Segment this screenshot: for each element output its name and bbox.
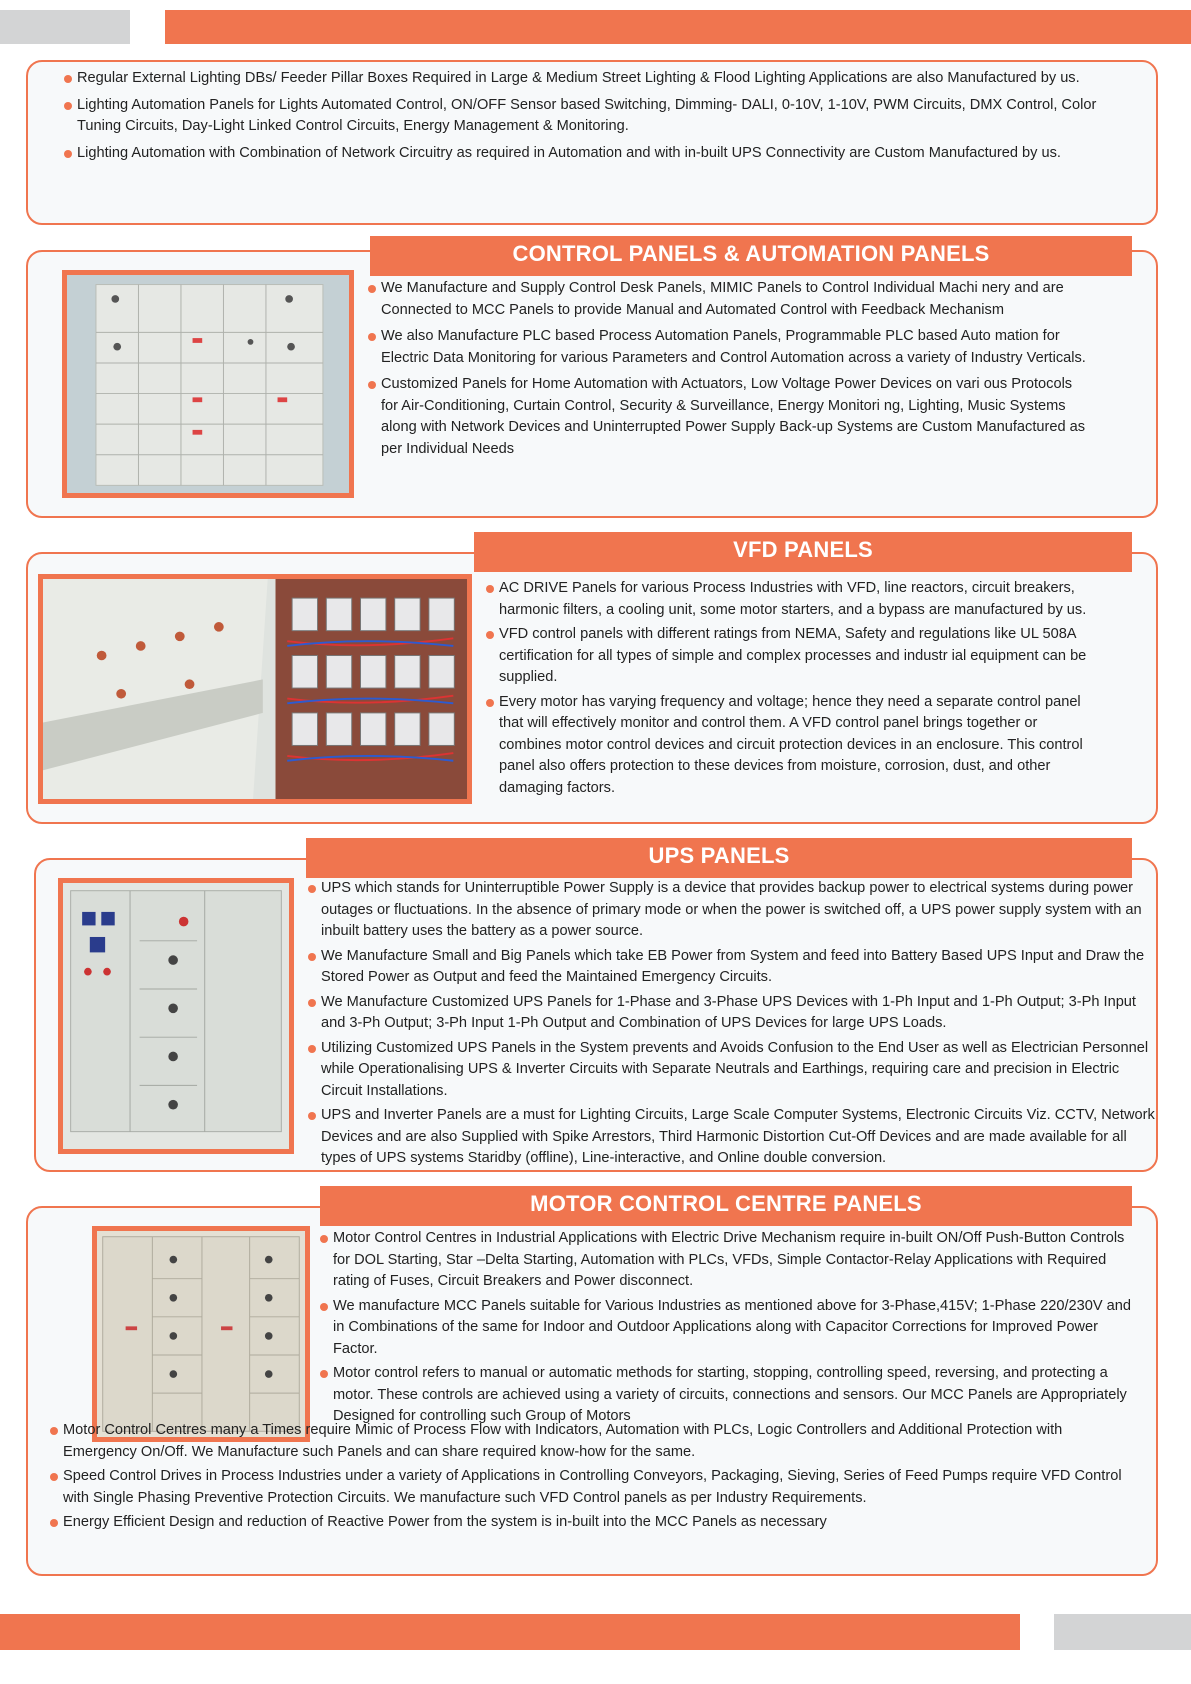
control-bullet-list bbox=[368, 278, 1088, 465]
intro-bullet: Lighting Automation Panels for Lights Automated Control, ON/OFF Sensor based Switching, Dimming- DALI, 0-10V, 1-10V, PWM Circuits, DMX Control, Color Tuning Circuits, Day-Light Linked Control Circuits, Energy Management & Monitoring. bbox=[64, 95, 1134, 138]
control-panel-illustration bbox=[67, 275, 349, 493]
mcc-full-bullet-list bbox=[50, 1420, 1140, 1537]
ups-bullet: We Manufacture Small and Big Panels which take EB Power from System and feed into Battery Based UPS Input and Draw the Stored Power as Output and feed the Maintained Emergency Circuits. bbox=[308, 946, 1156, 989]
mcc-section-title: MOTOR CONTROL CENTRE PANELS bbox=[320, 1186, 1132, 1226]
intro-bullet: Lighting Automation with Combination of Network Circuitry as required in Automation and with in-built UPS Connectivity are Custom Manufactured by us. bbox=[64, 143, 1134, 165]
vfd-panel-photo bbox=[38, 574, 472, 804]
mcc-bullet: We manufacture MCC Panels suitable for Various Industries as mentioned above for 3-Phase,415V; 1-Phase 220/230V and in Combinations of the same for Indoor and Outdoor Applications along with Capacitor Corrections for Improved Power Factor. bbox=[320, 1296, 1140, 1361]
mcc-bullet-list bbox=[320, 1228, 1140, 1431]
ups-panel-photo bbox=[58, 878, 294, 1154]
control-bullet: Customized Panels for Home Automation with Actuators, Low Voltage Power Devices on vari ous Protocols for Air-Conditioning, Curtain Control, Security & Surveillance, Energy Monitori ng, Lighting, Music Systems along with Network Devices and Uninterrupted Power Supply Back-up Systems are Custom Manufactured as per Individual Needs bbox=[368, 374, 1088, 460]
mcc-panel-photo bbox=[92, 1226, 310, 1442]
mcc-full-bullet: Energy Efficient Design and reduction of Reactive Power from the system is in-built into the MCC Panels as necessary bbox=[50, 1512, 1140, 1534]
control-section-title: CONTROL PANELS & AUTOMATION PANELS bbox=[370, 236, 1132, 276]
ups-bullet: We Manufacture Customized UPS Panels for 1-Phase and 3-Phase UPS Devices with 1-Ph Input and 1-Ph Output; 3-Ph Input and 3-Ph Output; 3-Ph Input 1-Ph Output and Combination of UPS Devices for large UPS Loads. bbox=[308, 992, 1156, 1035]
mcc-panel-illustration bbox=[97, 1231, 305, 1437]
control-bullet: We Manufacture and Supply Control Desk Panels, MIMIC Panels to Control Individual Machi nery and are Connected to MCC Panels to provide Manual and Automated Control with Feedback Mechanism bbox=[368, 278, 1088, 321]
mcc-full-bullet: Motor Control Centres many a Times require Mimic of Process Flow with Indicators, Automation with PLCs, Logic Controllers and Additional Protection with Emergency On/Off. We Manufacture such Panels and can share required know-how for the same. bbox=[50, 1420, 1140, 1463]
ups-panel-illustration bbox=[63, 883, 289, 1149]
bottom-gray-band bbox=[1054, 1614, 1191, 1650]
top-gray-band bbox=[0, 10, 130, 44]
vfd-bullet-list bbox=[486, 578, 1096, 802]
intro-bullet-list bbox=[64, 68, 1134, 169]
ups-bullet: UPS which stands for Uninterruptible Power Supply is a device that provides backup power to electrical systems during power outages or fluctuations. In the absence of primary mode or when the power is switched off, a UPS power supply system with an inbuilt battery uses the battery as a power source. bbox=[308, 878, 1156, 943]
control-panel-photo bbox=[62, 270, 354, 498]
vfd-panel-illustration bbox=[43, 579, 467, 799]
ups-section-title: UPS PANELS bbox=[306, 838, 1132, 878]
bottom-orange-band bbox=[0, 1614, 1020, 1650]
top-orange-band bbox=[165, 10, 1191, 44]
mcc-bullet: Motor Control Centres in Industrial Applications with Electric Drive Mechanism require in-built ON/Off Push-Button Controls for DOL Starting, Star –Delta Starting, Automation with PLCs, VFDs, Simple Contactor-Relay Applications with Required rating of Fuses, Circuit Breakers and Power disconnect. bbox=[320, 1228, 1140, 1293]
control-bullet: We also Manufacture PLC based Process Automation Panels, Programmable PLC based Auto mation for Electric Data Monitoring for various Parameters and Control Automation across a variety of Industry Verticals. bbox=[368, 326, 1088, 369]
vfd-bullet: AC DRIVE Panels for various Process Industries with VFD, line reactors, circuit breakers, harmonic filters, a cooling unit, some motor starters, and a bypass are manufactured by us. bbox=[486, 578, 1096, 621]
ups-bullet: UPS and Inverter Panels are a must for Lighting Circuits, Large Scale Computer Systems, Electronic Circuits Viz. CCTV, Network Devices and are also Supplied with Spike Arrestors, Third Harmonic Distortion Cut-Off Devices and are made available for all types of UPS systems Staridby (offline), Line-interactive, and Online double conversion. bbox=[308, 1105, 1156, 1170]
mcc-bullet: Motor control refers to manual or automatic methods for starting, stopping, controlling speed, reversing, and protecting a motor. These controls are achieved using a variety of circuits, connections and sensors. Our MCC Panels are Appropriately Designed for controlling such Group of Motors bbox=[320, 1363, 1140, 1428]
ups-bullet-list bbox=[308, 878, 1156, 1173]
mcc-full-bullet: Speed Control Drives in Process Industries under a variety of Applications in Controlling Conveyors, Packaging, Sieving, Series of Feed Pumps require VFD Control with Single Phasing Preventive Protection Circuits. We manufacture such VFD Control panels as per Industry Requirements. bbox=[50, 1466, 1140, 1509]
vfd-bullet: VFD control panels with different ratings from NEMA, Safety and regulations like UL 508A certification for all types of simple and complex processes and industr ial equipment can be supplied. bbox=[486, 624, 1096, 689]
vfd-bullet: Every motor has varying frequency and voltage; hence they need a separate control panel that will effectively monitor and control them. A VFD control panel brings together or combines motor control devices and circuit protection devices in an enclosure. This control panel also offers protection to these devices from moisture, corrosion, dust, and other damaging factors. bbox=[486, 692, 1096, 800]
ups-bullet: Utilizing Customized UPS Panels in the System prevents and Avoids Confusion to the End User as well as Electrician Personnel while Operationalising UPS & Inverter Circuits with Separate Neutrals and Earthings, requiring care and precision in Electric Circuit Installations. bbox=[308, 1038, 1156, 1103]
intro-bullet: Regular External Lighting DBs/ Feeder Pillar Boxes Required in Large & Medium Street Lighting & Flood Lighting Applications are also Manufactured by us. bbox=[64, 68, 1134, 90]
vfd-section-title: VFD PANELS bbox=[474, 532, 1132, 572]
